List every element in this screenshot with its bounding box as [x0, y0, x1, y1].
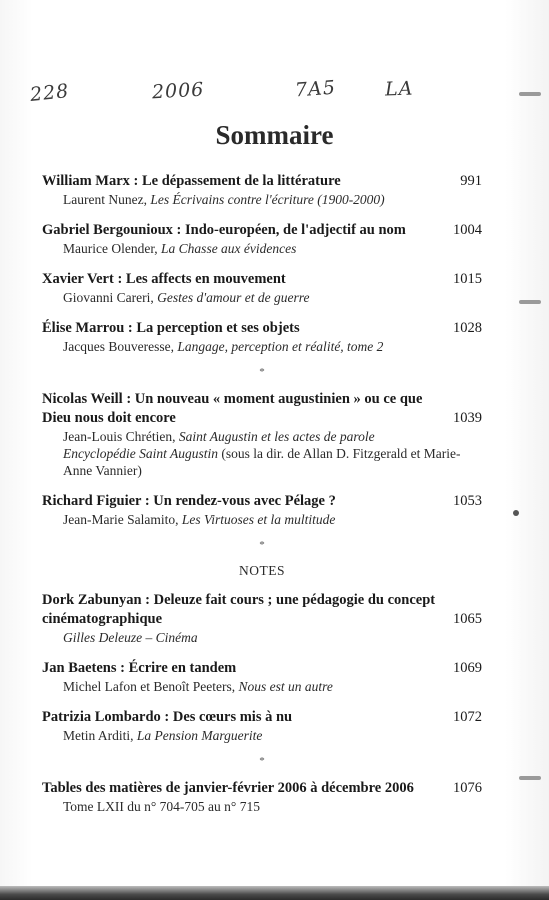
toc-entry	[42, 390, 482, 479]
reference-author: Michel Lafon et Benoît Peeters,	[63, 679, 236, 694]
toc-entry-reference	[63, 428, 482, 479]
toc-entry	[42, 779, 482, 815]
toc-entry-page: 1076	[453, 780, 482, 796]
toc-entry-heading: William Marx : Le dépassement de la littérature	[42, 173, 341, 189]
toc-entry-page: 1004	[453, 222, 482, 238]
table-of-contents	[42, 172, 482, 828]
reference-title: Gilles Deleuze – Cinéma	[63, 630, 198, 645]
toc-entry-page: 1028	[453, 320, 482, 336]
reference-title: La Chasse aux évidences	[161, 241, 297, 256]
handwritten-note: 2006	[151, 78, 205, 104]
reference-author: Metin Arditi,	[63, 728, 134, 743]
toc-entry-reference	[63, 191, 482, 208]
handwritten-note: LA	[384, 77, 414, 101]
reference-title: La Pension Marguerite	[136, 728, 263, 743]
toc-entry-page: 1065	[453, 611, 482, 627]
toc-entry	[42, 591, 482, 646]
toc-entry-page: 1069	[453, 660, 482, 676]
toc-entry-heading: Gabriel Bergounioux : Indo-européen, de l'adjectif au nom	[42, 222, 406, 238]
handwritten-annotations	[30, 78, 430, 112]
binder-hole-mark	[519, 92, 541, 96]
section-separator: *	[259, 755, 265, 767]
toc-entry-heading: Jan Baetens : Écrire en tandem	[42, 660, 237, 676]
scan-edge-shadow	[0, 886, 549, 900]
toc-entry-reference: Tome LXII du n° 704-705 au n° 715	[63, 799, 260, 814]
toc-entry-reference	[63, 338, 482, 355]
toc-entry-reference	[63, 678, 482, 695]
reference-title: Gestes d'amour et de guerre	[157, 290, 310, 305]
toc-entry-page: 1015	[453, 271, 482, 287]
section-separator: *	[259, 366, 265, 378]
toc-entry-page: 991	[460, 173, 482, 189]
toc-entry-heading: Xavier Vert : Les affects en mouvement	[42, 271, 286, 287]
reference-author: Maurice Olender,	[63, 241, 158, 256]
reference-title: Encyclopédie Saint Augustin	[63, 446, 218, 461]
handwritten-note: 7A5	[294, 76, 337, 102]
reference-title: Les Écrivains contre l'écriture (1900-2000)	[150, 192, 385, 207]
toc-entry-reference	[63, 727, 482, 744]
toc-entry-page: 1072	[453, 709, 482, 725]
toc-entry	[42, 172, 482, 208]
reference-title: Les Virtuoses et la multitude	[181, 512, 336, 527]
toc-entry-reference	[63, 629, 482, 646]
toc-entry-page: 1039	[453, 410, 482, 426]
reference-title: Langage, perception et réalité, tome 2	[177, 339, 384, 354]
toc-entry-reference	[63, 240, 482, 257]
toc-entry-heading: Richard Figuier : Un rendez-vous avec Pélage ?	[42, 493, 336, 509]
toc-entry-heading: Nicolas Weill : Un nouveau « moment augustinien » ou ce que Dieu nous doit encore	[42, 391, 423, 426]
section-separator: *	[259, 539, 265, 551]
toc-entry-heading: Tables des matières de janvier-février 2006 à décembre 2006	[42, 780, 414, 796]
binder-hole-mark	[513, 510, 519, 516]
toc-entry	[42, 221, 482, 257]
toc-entry-reference	[63, 511, 482, 528]
reference-author: Laurent Nunez,	[63, 192, 147, 207]
reference-author: Jacques Bouveresse,	[63, 339, 174, 354]
reference-title: Saint Augustin et les actes de parole	[178, 429, 375, 444]
reference-author: Giovanni Careri,	[63, 290, 154, 305]
toc-entry-heading: Élise Marrou : La perception et ses objets	[42, 320, 300, 336]
reference-title: Nous est un autre	[238, 679, 333, 694]
toc-entry	[42, 659, 482, 695]
binder-hole-mark	[519, 300, 541, 304]
toc-entry-page: 1053	[453, 493, 482, 509]
toc-entry-reference	[63, 289, 482, 306]
toc-entry	[42, 319, 482, 355]
reference-author: Jean-Louis Chrétien,	[63, 429, 176, 444]
handwritten-note: 228	[28, 80, 71, 106]
notes-section-label: NOTES	[239, 563, 285, 578]
binder-hole-mark	[519, 776, 541, 780]
toc-entry	[42, 708, 482, 744]
reference-author: Jean-Marie Salamito,	[63, 512, 179, 527]
toc-entry	[42, 492, 482, 528]
reference-editors: (sous la dir. de Allan D. Fitzgerald et Marie-Anne Vannier)	[63, 446, 461, 478]
toc-entry	[42, 270, 482, 306]
toc-entry-heading: Dork Zabunyan : Deleuze fait cours ; une pédagogie du concept cinématographique	[42, 592, 436, 627]
page-title: Sommaire	[215, 120, 334, 150]
toc-entry-heading: Patrizia Lombardo : Des cœurs mis à nu	[42, 709, 293, 725]
